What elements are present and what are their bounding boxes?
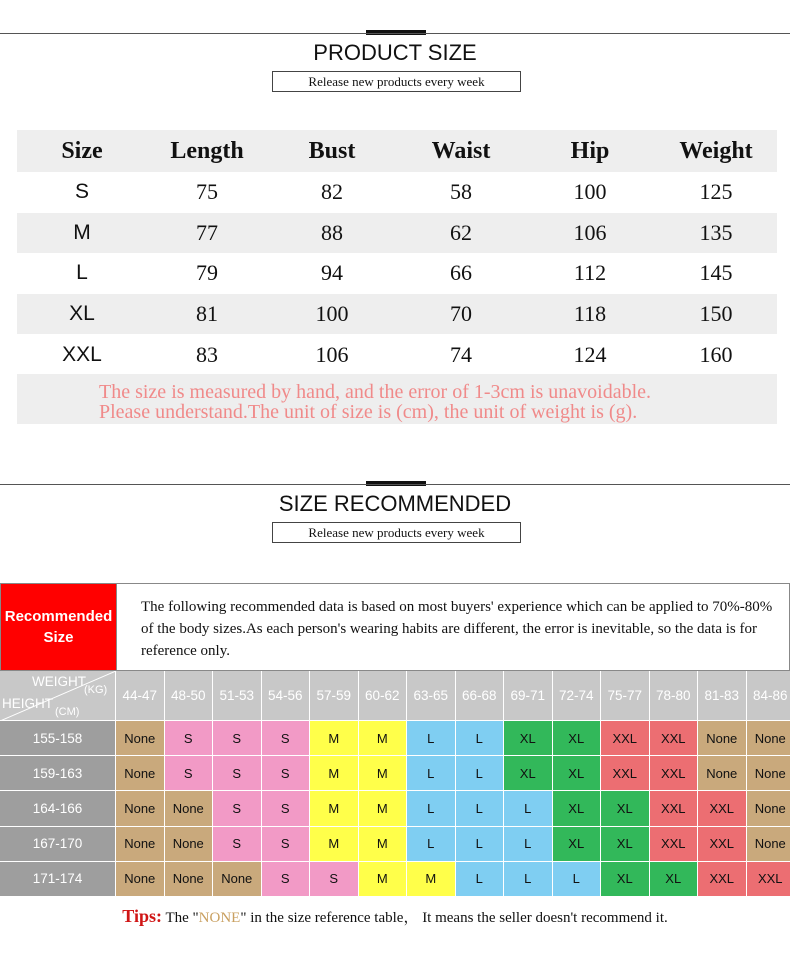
weight-range-header: 72-74 [553,671,602,721]
size-cell: None [116,827,165,862]
size-cell: XL [650,862,699,897]
corner-cm-label: (CM) [55,706,80,718]
header-waist: Waist [431,137,491,164]
size-cell: None [116,721,165,756]
size-cell: S [213,791,262,826]
table-row [17,253,777,294]
size-cell: XXL [698,862,747,897]
size-cell: L [504,827,553,862]
row-length: 83 [196,341,218,367]
size-cell: L [456,721,505,756]
size-cell: None [165,827,214,862]
row-size: XL [69,302,95,326]
size-cell: XL [601,862,650,897]
row-waist: 66 [450,260,472,286]
size-cell: None [116,756,165,791]
size-cell: M [310,827,359,862]
weight-range-header: 51-53 [213,671,262,721]
table-row [17,172,777,213]
height-range-cell: 171-174 [0,862,116,897]
weight-range-header: 66-68 [456,671,505,721]
size-cell: None [698,756,747,791]
row-weight: 150 [699,301,733,327]
size-cell: L [407,721,456,756]
weight-range-header: 75-77 [601,671,650,721]
badge-line-2: Size [43,629,74,646]
size-cell: L [456,862,505,897]
badge-line-1: Recommended [4,608,113,625]
row-size: XXL [62,342,102,366]
row-bust: 82 [321,179,343,205]
size-cell: S [310,862,359,897]
corner-cell [0,671,116,721]
header-length: Length [170,137,244,164]
height-range-cell: 159-163 [0,756,116,791]
note-line-1: The size is measured by hand, and the error of 1-3cm is unavoidable. [99,381,652,403]
row-bust: 88 [321,219,343,245]
size-cell: None [116,791,165,826]
row-hip: 112 [573,260,607,286]
size-recommended-subtitle: Release new products every week [272,522,521,543]
weight-range-header: 60-62 [359,671,408,721]
row-waist: 74 [450,341,472,367]
size-cell: XXL [698,791,747,826]
table-row [0,721,790,756]
corner-height-label: HEIGHT [2,696,54,711]
size-cell: S [165,756,214,791]
size-cell: S [262,756,311,791]
recommendation-chart [0,583,790,887]
size-cell: S [165,721,214,756]
row-hip: 118 [573,301,607,327]
size-cell: XXL [601,721,650,756]
size-cell: S [213,827,262,862]
section-divider-line [0,484,790,485]
size-recommended-title: SIZE RECOMMENDED [278,491,512,516]
row-size: S [74,180,89,204]
size-cell: XXL [601,756,650,791]
table-row [17,294,777,335]
size-cell: XL [553,827,602,862]
height-range-cell: 164-166 [0,791,116,826]
measurement-note [17,374,777,424]
size-cell: M [310,721,359,756]
row-length: 81 [196,301,218,327]
weight-range-header: 69-71 [504,671,553,721]
product-size-title: PRODUCT SIZE [313,40,477,65]
header-hip: Hip [570,137,610,164]
size-cell: L [456,756,505,791]
weight-range-header: 44-47 [116,671,165,721]
size-cell: L [504,791,553,826]
size-cell: XXL [650,756,699,791]
size-cell: S [213,756,262,791]
row-waist: 70 [450,301,472,327]
size-cell: XXL [747,862,790,897]
size-table-header [17,130,777,172]
table-row [17,213,777,254]
recommended-size-badge [1,584,117,670]
size-cell: M [359,756,408,791]
row-bust: 94 [321,260,343,286]
size-cell: S [262,721,311,756]
table-row [0,791,790,826]
size-cell: L [504,862,553,897]
size-cell: M [407,862,456,897]
corner-weight-label: WEIGHT [32,674,86,689]
size-cell: XXL [698,827,747,862]
size-cell: None [213,862,262,897]
weight-range-header: 63-65 [407,671,456,721]
size-cell: L [553,862,602,897]
size-cell: None [747,791,790,826]
size-cell: None [116,862,165,897]
row-bust: 100 [315,301,349,327]
table-row [17,334,777,375]
row-hip: 106 [573,219,607,245]
size-cell: None [747,827,790,862]
size-cell: S [262,827,311,862]
row-bust: 106 [315,341,349,367]
row-length: 77 [196,219,218,245]
size-cell: XL [601,827,650,862]
size-cell: XXL [650,791,699,826]
recommendation-grid [0,671,790,897]
corner-kg-label: (KG) [84,684,108,696]
size-cell: L [407,791,456,826]
recommendation-intro [0,583,790,671]
tips-line [0,906,790,927]
size-cell: None [747,756,790,791]
tips-post: " in the size reference table， It means the seller doesn't recommend it. [240,910,668,926]
weight-range-header: 57-59 [310,671,359,721]
row-hip: 124 [573,341,607,367]
size-cell: None [747,721,790,756]
note-line-2: Please understand.The unit of size is (cm), the unit of weight is (g). [99,401,638,423]
height-range-cell: 167-170 [0,827,116,862]
row-weight: 135 [699,219,733,245]
tips-none-word: NONE [198,910,241,926]
size-cell: XL [553,791,602,826]
size-cell: XL [504,756,553,791]
tips-pre: The " [161,910,199,926]
recommendation-description: The following recommended data is based on most buyers' experience which can be applied to 70%-80% of the body sizes.As each person's wearing habits are different, the error is inevitable, so the data is for reference only. [141,599,773,659]
row-weight: 145 [699,260,733,286]
size-cell: M [359,791,408,826]
weight-range-header: 78-80 [650,671,699,721]
size-cell: L [456,827,505,862]
size-cell: None [165,791,214,826]
size-cell: XL [601,791,650,826]
weight-range-header: 81-83 [698,671,747,721]
tips-label: Tips: [122,906,162,926]
table-row [0,862,790,897]
height-range-cell: 155-158 [0,721,116,756]
size-cell: XL [553,721,602,756]
size-cell: L [456,791,505,826]
header-weight: Weight [679,137,753,164]
product-size-subtitle: Release new products every week [272,71,521,92]
size-cell: XXL [650,721,699,756]
size-cell: L [407,756,456,791]
size-cell: S [213,721,262,756]
size-cell: None [165,862,214,897]
header-bust: Bust [308,137,356,164]
row-length: 79 [196,260,218,286]
section-divider-line [0,33,790,34]
size-cell: XXL [650,827,699,862]
row-weight: 160 [699,341,733,367]
size-cell: XL [553,756,602,791]
size-cell: M [310,791,359,826]
size-cell: None [698,721,747,756]
weight-range-header: 54-56 [262,671,311,721]
table-row [0,756,790,791]
row-waist: 58 [450,179,472,205]
size-table [17,130,777,375]
table-row [0,827,790,862]
size-cell: S [262,791,311,826]
row-weight: 125 [699,179,733,205]
size-cell: XL [504,721,553,756]
row-hip: 100 [573,179,607,205]
size-cell: L [407,827,456,862]
size-cell: M [359,721,408,756]
header-size: Size [61,137,103,164]
weight-range-header: 84-86 [747,671,790,721]
row-size: L [76,261,88,285]
size-cell: M [359,862,408,897]
row-length: 75 [196,179,218,205]
row-size: M [73,220,91,244]
size-cell: M [359,827,408,862]
weight-header-row [0,671,790,721]
size-cell: S [262,862,311,897]
weight-range-header: 48-50 [165,671,214,721]
row-waist: 62 [450,219,472,245]
size-cell: M [310,756,359,791]
